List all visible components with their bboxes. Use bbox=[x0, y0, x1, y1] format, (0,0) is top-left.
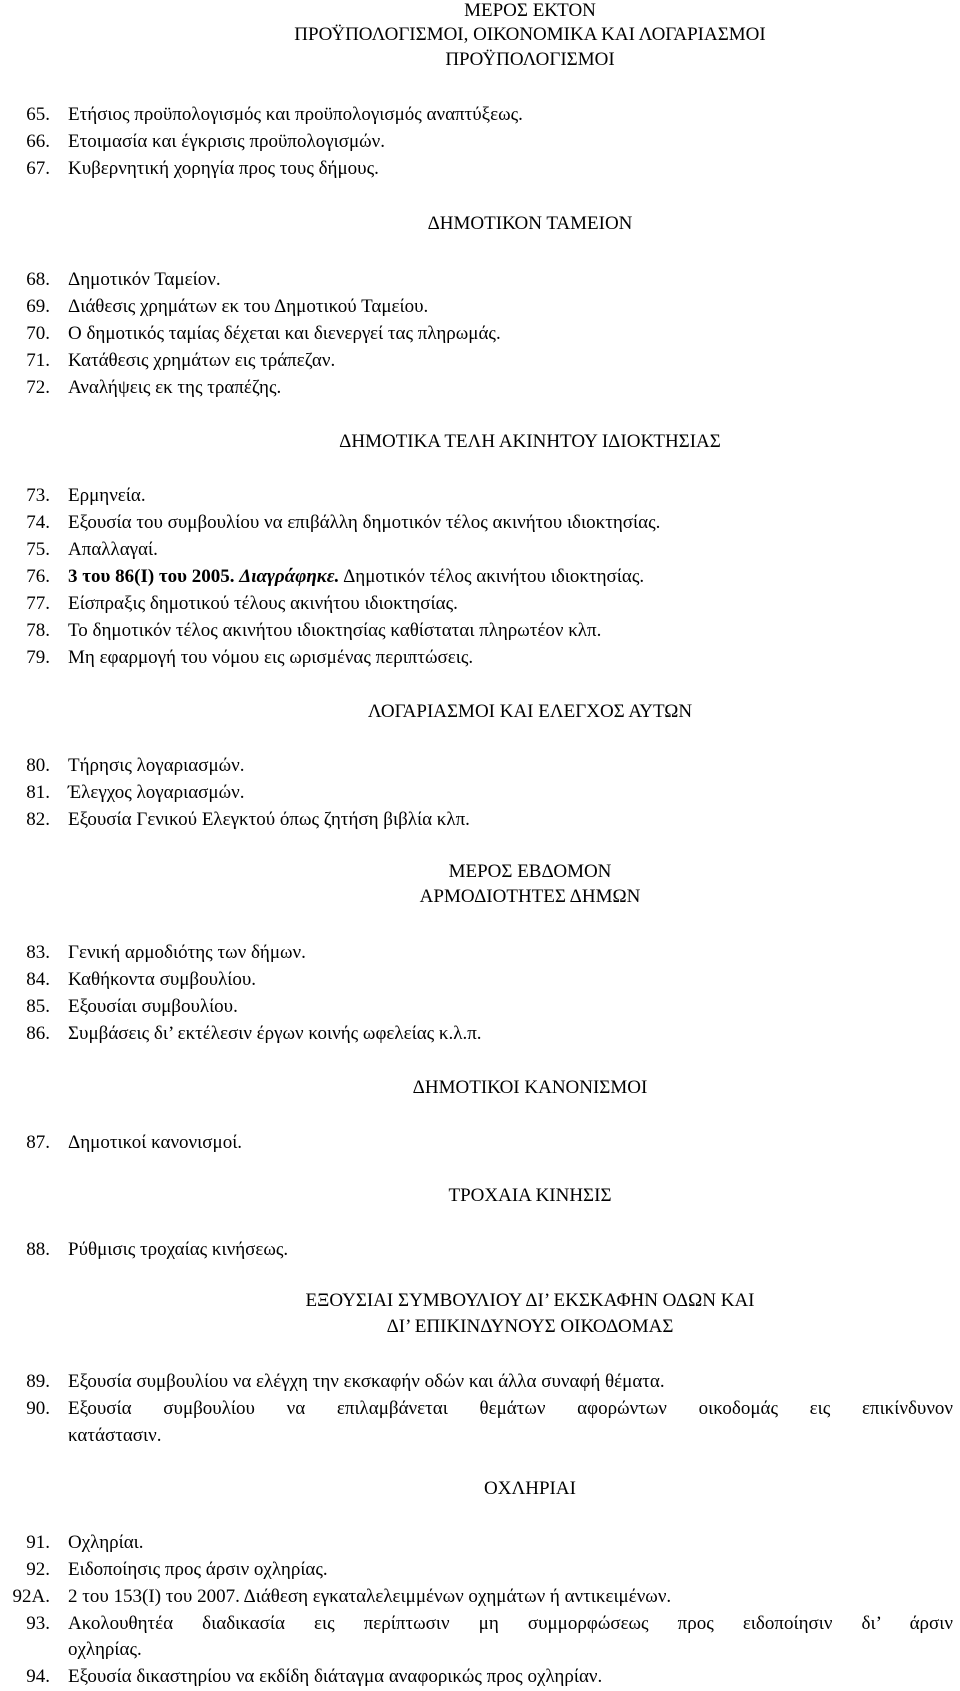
item-text: Κυβερνητική χορηγία προς τους δήμους. bbox=[68, 158, 379, 179]
item-number: 87. bbox=[26, 1132, 50, 1153]
section-heading-accounts: ΛΟΓΑΡΙΑΣΜΟΙ ΚΑΙ ΕΛΕΓΧΟΣ ΑΥΤΩΝ bbox=[367, 701, 693, 722]
item-number: 74. bbox=[26, 512, 50, 533]
item-number: 73. bbox=[26, 485, 50, 506]
section-heading-property-tax: ΔΗΜΟΤΙΚΑ ΤΕΛΗ ΑΚΙΝΗΤΟΥ ΙΔΙΟΚΤΗΣΙΑΣ bbox=[339, 431, 721, 452]
item-number: 86. bbox=[26, 1023, 50, 1044]
item-text: Ο δημοτικός ταμίας δέχεται και διενεργεί τας πληρωμάς. bbox=[68, 323, 501, 344]
item-text: Τήρησις λογαριασμών. bbox=[68, 755, 245, 776]
item-number: 91. bbox=[26, 1532, 50, 1553]
item-number: 70. bbox=[26, 323, 50, 344]
part-heading-title: ΜΕΡΟΣ ΕΚΤΟΝ bbox=[464, 0, 596, 21]
section-heading-excavation-line2: ΔΙ’ ΕΠΙΚΙΝΔΥΝΟΥΣ ΟΙΚΟΔΟΜΑΣ bbox=[386, 1316, 674, 1337]
item-text: Ετήσιος προϋπολογισμός και προϋπολογισμός αναπτύξεως. bbox=[68, 104, 523, 125]
item-number: 69. bbox=[26, 296, 50, 317]
item-text: Εξουσίαι συμβουλίου. bbox=[68, 996, 238, 1017]
item-number: 92Α. bbox=[12, 1586, 50, 1607]
item-text: Μη εφαρμογή του νόμου εις ωρισμένας περιπτώσεις. bbox=[68, 647, 474, 668]
section-heading-excavation: ΕΞΟΥΣΙΑΙ ΣΥΜΒΟΥΛΙΟΥ ΔΙ’ ΕΚΣΚΑΦΗΝ ΟΔΩΝ ΚΑΙ bbox=[305, 1290, 755, 1311]
item-text-continuation: κατάστασιν. bbox=[68, 1425, 162, 1446]
part-heading-subtitle: ΠΡΟΫΠΟΛΟΓΙΣΜΟΙ, ΟΙΚΟΝΟΜΙΚΑ ΚΑΙ ΛΟΓΑΡΙΑΣΜΟΙ bbox=[294, 24, 766, 45]
item-text: Οχληρίαι. bbox=[68, 1532, 144, 1553]
item-number: 90. bbox=[26, 1398, 50, 1419]
item-number: 92. bbox=[26, 1559, 50, 1580]
item-number: 89. bbox=[26, 1371, 50, 1392]
part-heading-subtitle: ΑΡΜΟΔΙΟΤΗΤΕΣ ΔΗΜΩΝ bbox=[419, 886, 641, 907]
item-number: 65. bbox=[26, 104, 50, 125]
item-number: 79. bbox=[26, 647, 50, 668]
item-number: 72. bbox=[26, 377, 50, 398]
item-text: Εξουσία Γενικού Ελεγκτού όπως ζητήση βιβλία κλπ. bbox=[68, 809, 470, 830]
item-number: 84. bbox=[26, 969, 50, 990]
item-text: Το δημοτικόν τέλος ακινήτου ιδιοκτησίας καθίσταται πληρωτέον κλπ. bbox=[68, 620, 602, 641]
amendment-reference: 3 του 86(Ι) του 2005. bbox=[68, 566, 235, 587]
item-number: 77. bbox=[26, 593, 50, 614]
item-text: Έλεγχος λογαριασμών. bbox=[68, 782, 245, 803]
item-text: Ακολουθητέα διαδικασία εις περίπτωσιν μη συμμορφώσεως προς ειδοποίησιν δι’ άρσιν bbox=[68, 1613, 953, 1634]
item-text: Διάθεσις χρημάτων εκ του Δημοτικού Ταμείου. bbox=[68, 296, 429, 317]
item-number: 82. bbox=[26, 809, 50, 830]
item-text: Καθήκοντα συμβουλίου. bbox=[68, 969, 256, 990]
item-title: Δημοτικόν τέλος ακινήτου ιδιοκτησίας. bbox=[343, 566, 645, 587]
item-text: Δημοτικόν Ταμείον. bbox=[68, 269, 221, 290]
item-number: 68. bbox=[26, 269, 50, 290]
deleted-marker: Διαγράφηκε. bbox=[239, 566, 340, 587]
item-number: 81. bbox=[26, 782, 50, 803]
item-text: Ερμηνεία. bbox=[68, 485, 146, 506]
item-number: 67. bbox=[26, 158, 50, 179]
item-text: Είσπραξις δημοτικού τέλους ακινήτου ιδιοκτησίας. bbox=[68, 593, 458, 614]
item-text: Συμβάσεις δι’ εκτέλεσιν έργων κοινής ωφελείας κ.λ.π. bbox=[68, 1023, 482, 1044]
section-heading-regulations: ΔΗΜΟΤΙΚΟΙ ΚΑΝΟΝΙΣΜΟΙ bbox=[412, 1077, 648, 1098]
item-text-continuation: οχληρίας. bbox=[68, 1639, 142, 1660]
section-heading-traffic: ΤΡΟΧΑΙΑ ΚΙΝΗΣΙΣ bbox=[448, 1185, 612, 1206]
section-heading-budgets: ΠΡΟΫΠΟΛΟΓΙΣΜΟΙ bbox=[445, 49, 615, 70]
item-text: Απαλλαγαί. bbox=[68, 539, 158, 560]
item-number: 75. bbox=[26, 539, 50, 560]
item-number: 83. bbox=[26, 942, 50, 963]
item-text: Εξουσία του συμβουλίου να επιβάλλη δημοτικόν τέλος ακινήτου ιδιοκτησίας. bbox=[68, 512, 661, 533]
item-number: 80. bbox=[26, 755, 50, 776]
item-number: 66. bbox=[26, 131, 50, 152]
item-text: Ετοιμασία και έγκρισις προϋπολογισμών. bbox=[68, 131, 386, 152]
item-number: 78. bbox=[26, 620, 50, 641]
item-text: Ειδοποίησις προς άρσιν οχληρίας. bbox=[68, 1559, 328, 1580]
item-number: 71. bbox=[26, 350, 50, 371]
section-heading-nuisances: ΟΧΛΗΡΙΑΙ bbox=[484, 1478, 576, 1499]
part-heading-title: ΜΕΡΟΣ ΕΒΔΟΜΟΝ bbox=[448, 861, 612, 882]
item-text: Αναλήψεις εκ της τραπέζης. bbox=[68, 377, 282, 398]
item-number: 85. bbox=[26, 996, 50, 1017]
item-text: Εξουσία συμβουλίου να επιλαμβάνεται θεμάτων αφορώντων οικοδομάς εις επικίνδυνον bbox=[68, 1398, 953, 1419]
item-text: Εξουσία δικαστηρίου να εκδίδη διάταγμα αναφορικώς προς οχληρίαν. bbox=[68, 1666, 603, 1687]
item-text: Κατάθεσις χρημάτων εις τράπεζαν. bbox=[68, 350, 336, 371]
item-text: 2 του 153(Ι) του 2007. Διάθεση εγκαταλελειμμένων οχημάτων ή αντικειμένων. bbox=[68, 1586, 672, 1607]
section-heading-municipal-fund: ΔΗΜΟΤΙΚΟΝ ΤΑΜΕΙΟΝ bbox=[427, 213, 633, 234]
item-text: Δημοτικοί κανονισμοί. bbox=[68, 1132, 243, 1153]
item-number: 93. bbox=[26, 1613, 50, 1634]
item-text: Εξουσία συμβουλίου να ελέγχη την εκσκαφήν οδών και άλλα συναφή θέματα. bbox=[68, 1371, 665, 1392]
item-text bbox=[68, 564, 953, 590]
item-number: 76. bbox=[26, 566, 50, 587]
item-number: 94. bbox=[26, 1666, 50, 1687]
item-text: Γενική αρμοδιότης των δήμων. bbox=[68, 942, 306, 963]
item-text: Ρύθμισις τροχαίας κινήσεως. bbox=[68, 1239, 289, 1260]
item-number: 88. bbox=[26, 1239, 50, 1260]
